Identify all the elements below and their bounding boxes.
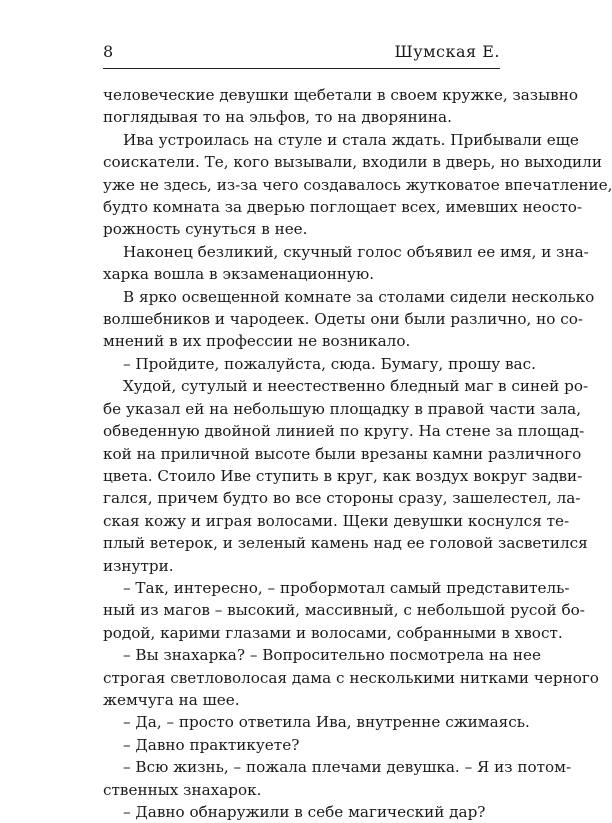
text-line: Ива устроилась на стуле и стала ждать. Прибывали еще [123,130,579,149]
text-line: харка вошла в экзаменационную. [103,265,375,284]
text-line: бе указал ей на небольшую площадку в правой части зала, [103,399,582,418]
text-line: волшебников и чародеек. Одеты они были различно, но со- [103,310,584,329]
text-line: Наконец безликий, скучный голос объявил ее имя, и зна- [123,242,589,261]
text-line: – Так, интересно, – пробормотал самый представитель- [123,578,570,597]
text-line: – Пройдите, пожалуйста, сюда. Бумагу, прошу вас. [123,354,536,373]
text-line: изнутри. [103,556,174,575]
page-header [103,42,500,69]
text-line: поглядывая то на эльфов, то на дворянина. [103,108,452,127]
text-line: кой на приличной высоте были врезаны камни различного [103,444,582,463]
text-line: рожность сунуться в нее. [103,220,308,239]
text-line: – Вы знахарка? – Вопросительно посмотрела на нее [123,646,542,665]
text-line: человеческие девушки щебетали в своем кружке, зазывно [103,86,578,104]
running-head-author: Шумская Е. [394,42,500,61]
text-line: – Всю жизнь, – пожала плечами девушка. – Я из потом- [123,758,572,777]
text-line: гался, причем будто во все стороны сразу, зашелестел, ла- [103,489,581,508]
text-line: В ярко освещенной комнате за столами сидели несколько [123,287,595,306]
text-line: родой, карими глазами и волосами, собранными в хвост. [103,623,563,642]
text-line: соискатели. Те, кого вызывали, входили в дверь, но выходили [103,153,602,172]
text-line: обведенную двойной линией по кругу. На стене за площад- [103,422,585,441]
text-line: ская кожу и играя волосами. Щеки девушки коснулся те- [103,511,570,530]
text-line: строгая светловолосая дама с несколькими нитками черного [103,668,599,687]
text-line: мнений в их профессии не возникало. [103,332,411,351]
text-line: цвета. Стоило Иве ступить в круг, как воздух вокруг задви- [103,466,583,485]
text-line: жемчуга на шее. [103,690,240,709]
text-line: Худой, сутулый и неестественно бледный маг в синей ро- [123,377,589,396]
text-line: – Да, – просто ответила Ива, внутренне сжимаясь. [123,713,530,732]
text-line: будто комната за дверью поглощает всех, имевших неосто- [103,198,583,217]
text-line: ственных знахарок. [103,780,262,799]
text-line: – Давно практикуете? [123,735,300,754]
page-number: 8 [103,42,114,61]
text-line: плый ветерок, и зеленый камень над ее головой засветился [103,534,588,553]
text-line: уже не здесь, из-за чего создавалось жутковатое впечатление, [103,175,612,194]
text-line: – Давно обнаружили в себе магический дар? [123,803,486,821]
text-line: ный из магов – высокий, массивный, с небольшой русой бо- [103,601,585,620]
body-text [103,84,612,823]
